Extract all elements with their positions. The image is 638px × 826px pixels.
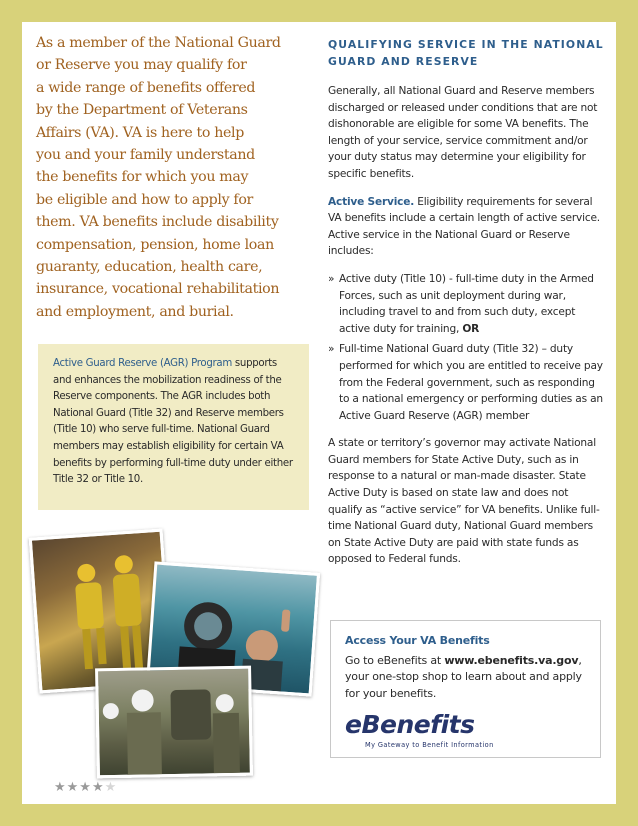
empty-star-icon: ★ [104,780,118,795]
active-service-paragraph [328,194,604,260]
intro-line: be eligible and how to apply for [36,191,253,208]
state-active-duty-paragraph: A state or territory’s governor may activate National Guard members for State Active Duty, such as in response to a natural or man-made disaster. State Active Duty is based on state law and does not qualify as “active service” for VA benefits. Unlike full-time National Guard duty, National Guard members on State Active Duty are paid with state funds as opposed to Federal funds. [328,437,600,566]
soldiers-photo [95,666,253,779]
section-heading: QUALIFYING SERVICE IN THE NATIONAL GUARD AND RESERVE [328,38,604,68]
bullet-chevron-icon: » [328,343,335,356]
eligibility-paragraph: Generally, all National Guard and Reserve members discharged or released under conditions that are not dishonorable are eligible for some VA benefits. The length of your service, service commitment and/or your duty status may determine your eligibility for specific benefits. [328,85,598,180]
intro-statement [36,32,308,323]
ebenefits-logo-tagline: My Gateway to Benefit Information [365,741,494,749]
intro-line: by the Department of Veterans [36,102,248,119]
intro-line: Affairs (VA). VA is here to help [36,124,244,141]
list-item [328,271,604,337]
filled-star-icon: ★★★★ [54,780,105,795]
intro-line: the benefits for which you may [36,169,249,186]
bullet-chevron-icon: » [328,272,335,285]
active-service-lead: Active Service. [328,195,415,208]
intro-line: and employment, and burial. [36,303,234,320]
intro-line: guaranty, education, health care, [36,259,263,276]
rating-stars [54,780,117,795]
access-title: Access Your VA Benefits [345,634,490,647]
qualifying-service-section [328,36,604,579]
intro-line: or Reserve you may qualify for [36,57,247,74]
brochure-page [22,22,616,804]
intro-line: a wide range of benefits offered [36,79,256,96]
active-service-text: Eligibility requirements for several VA benefits include a certain length of active service. Active service in the National Guard or Reserve includes: [328,195,600,258]
access-benefits-box [330,620,601,758]
agr-callout-box [38,344,309,510]
list-item [328,341,604,424]
ebenefits-logo-word: eBenefits [345,710,475,739]
photo-collage [32,527,317,777]
access-text: Go to eBenefits at www.ebenefits.va.gov, your one-stop shop to learn about and apply for your benefits. [345,653,582,700]
active-service-list [328,271,604,424]
agr-program-name: Active Guard Reserve (AGR) Program [53,358,232,369]
intro-line: them. VA benefits include disability [36,214,279,231]
intro-line: compensation, pension, home loan [36,236,274,253]
ebenefits-link[interactable]: www.ebenefits.va.gov [444,653,579,667]
bullet-or: OR [462,322,480,335]
bullet-text: Full-time National Guard duty (Title 32) – duty performed for which you are entitled to receive pay from the Federal government, such as responding to a national emergency or performing duties as an Active Guard Reserve (AGR) member [339,343,603,422]
agr-description: supports and enhances the mobilization readiness of the Reserve components. The AGR includes both National Guard (Title 32) and Reserve members (Title 10) who serve full-time. National Guard members may establish eligibility for certain VA benefits by performing full-time duty under either Title 32 or Title 10. [53,358,293,486]
bullet-text: Active duty (Title 10) - full-time duty in the Armed Forces, such as unit deployment during war, including travel to and from such duty, except active duty for training, [339,272,594,335]
intro-line: As a member of the National Guard [36,35,281,51]
intro-line: insurance, vocational rehabilitation [36,281,280,298]
ebenefits-logo [345,711,505,747]
intro-line: you and your family understand [36,147,255,164]
